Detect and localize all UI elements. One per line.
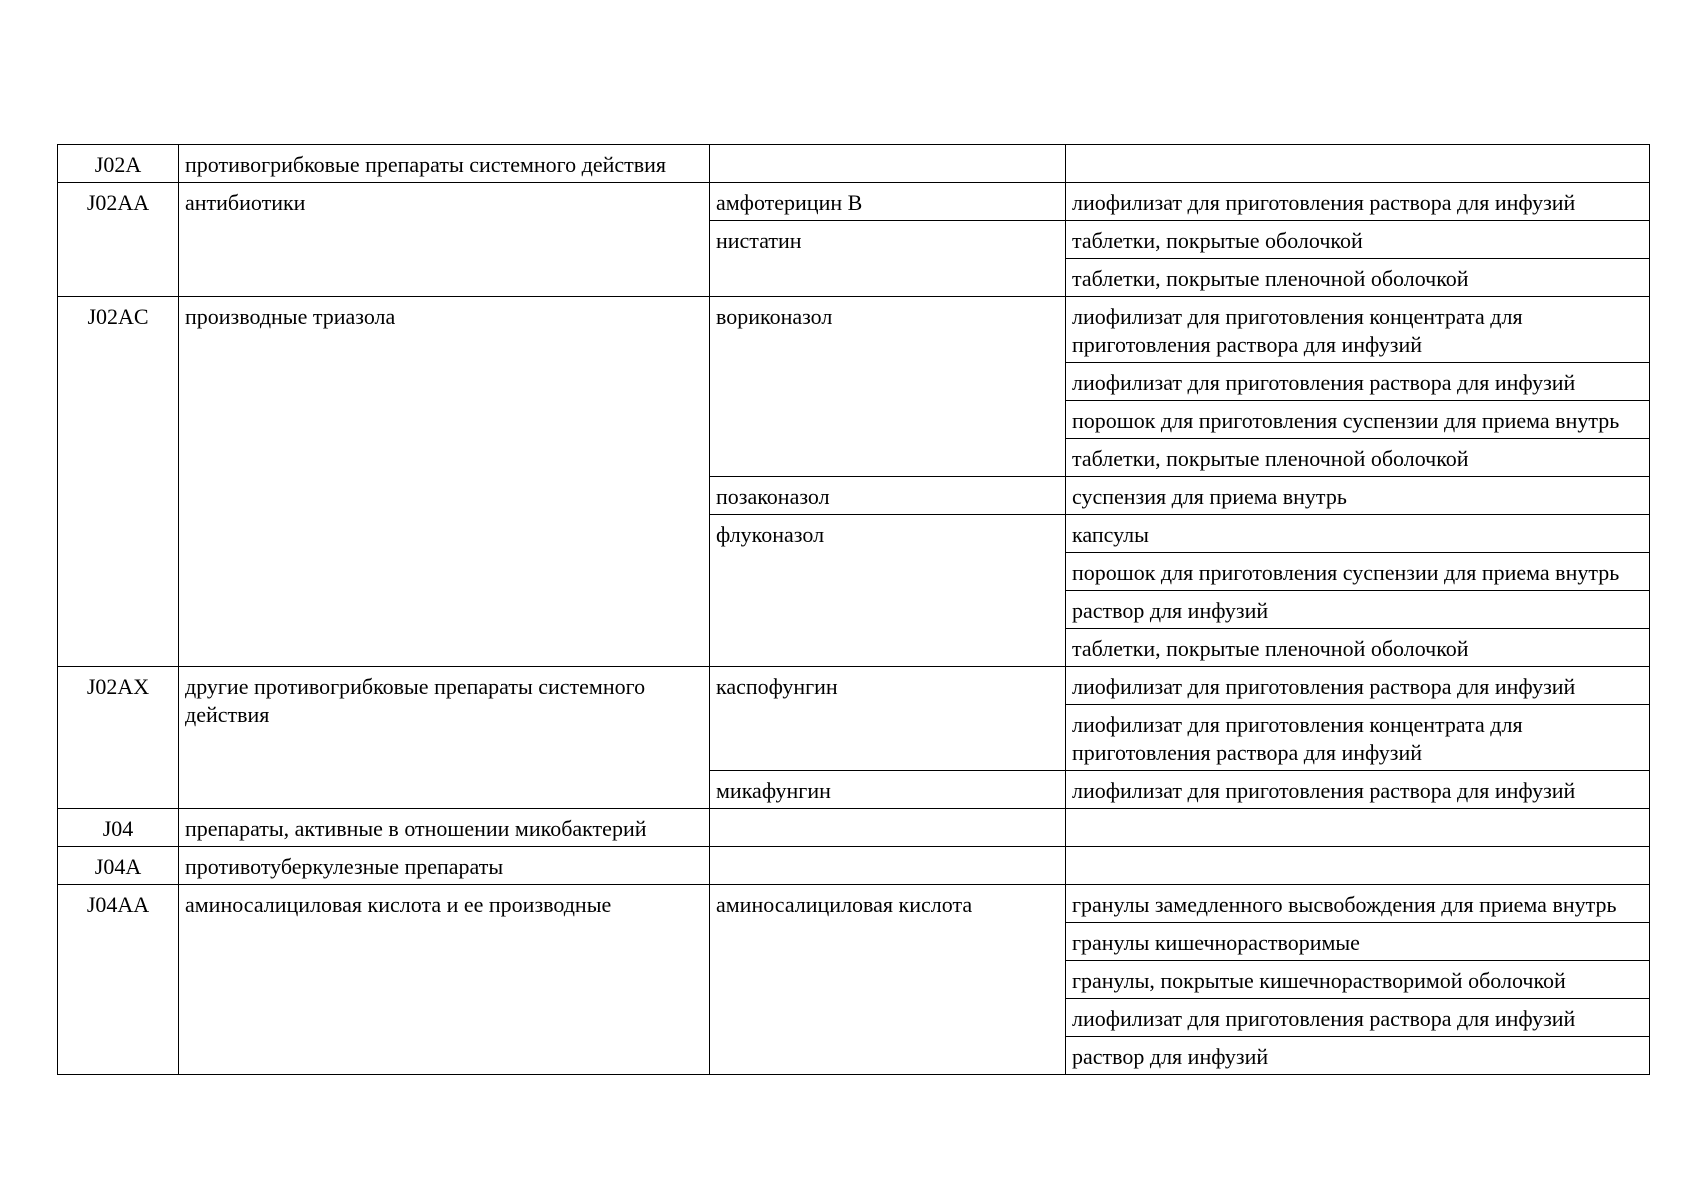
- drug-name-cell: [710, 145, 1066, 183]
- drug-name-cell: позаконазол: [710, 477, 1066, 515]
- drug-name-cell: вориконазол: [710, 297, 1066, 477]
- drug-name-cell: [710, 847, 1066, 885]
- dosage-form-cell: [1066, 145, 1650, 183]
- table-row: [58, 667, 1650, 705]
- dosage-form-cell: лиофилизат для приготовления концентрата для приготовления раствора для инфузий: [1066, 297, 1650, 363]
- drug-name-cell: аминосалициловая кислота: [710, 885, 1066, 1075]
- dosage-form-cell: гранулы кишечнорастворимые: [1066, 923, 1650, 961]
- group-name-cell: производные триазола: [179, 297, 710, 667]
- drug-classification-table: [57, 144, 1650, 1075]
- drug-name-cell: амфотерицин B: [710, 183, 1066, 221]
- drug-name-cell: флуконазол: [710, 515, 1066, 667]
- drug-name-cell: [710, 809, 1066, 847]
- group-name-cell: противогрибковые препараты системного действия: [179, 145, 710, 183]
- table-body: [58, 145, 1650, 1075]
- dosage-form-cell: [1066, 809, 1650, 847]
- dosage-form-cell: лиофилизат для приготовления раствора для инфузий: [1066, 183, 1650, 221]
- table-row: [58, 145, 1650, 183]
- dosage-form-cell: таблетки, покрытые оболочкой: [1066, 221, 1650, 259]
- atc-code-cell: J04: [58, 809, 179, 847]
- drug-name-cell: каспофунгин: [710, 667, 1066, 771]
- dosage-form-cell: лиофилизат для приготовления раствора для инфузий: [1066, 667, 1650, 705]
- table-row: [58, 885, 1650, 923]
- group-name-cell: противотуберкулезные препараты: [179, 847, 710, 885]
- atc-code-cell: J02AX: [58, 667, 179, 809]
- drug-name-cell: микафунгин: [710, 771, 1066, 809]
- atc-code-cell: J02AA: [58, 183, 179, 297]
- table-row: [58, 297, 1650, 363]
- dosage-form-cell: таблетки, покрытые пленочной оболочкой: [1066, 439, 1650, 477]
- dosage-form-cell: раствор для инфузий: [1066, 1037, 1650, 1075]
- group-name-cell: антибиотики: [179, 183, 710, 297]
- dosage-form-cell: таблетки, покрытые пленочной оболочкой: [1066, 259, 1650, 297]
- group-name-cell: аминосалициловая кислота и ее производные: [179, 885, 710, 1075]
- dosage-form-cell: [1066, 847, 1650, 885]
- dosage-form-cell: лиофилизат для приготовления раствора для инфузий: [1066, 363, 1650, 401]
- table-row: [58, 847, 1650, 885]
- atc-code-cell: J04AA: [58, 885, 179, 1075]
- dosage-form-cell: гранулы замедленного высвобождения для приема внутрь: [1066, 885, 1650, 923]
- drug-name-cell: нистатин: [710, 221, 1066, 297]
- dosage-form-cell: раствор для инфузий: [1066, 591, 1650, 629]
- group-name-cell: другие противогрибковые препараты системного действия: [179, 667, 710, 809]
- dosage-form-cell: лиофилизат для приготовления концентрата для приготовления раствора для инфузий: [1066, 705, 1650, 771]
- atc-code-cell: J02A: [58, 145, 179, 183]
- atc-code-cell: J02AC: [58, 297, 179, 667]
- group-name-cell: препараты, активные в отношении микобактерий: [179, 809, 710, 847]
- dosage-form-cell: суспензия для приема внутрь: [1066, 477, 1650, 515]
- dosage-form-cell: капсулы: [1066, 515, 1650, 553]
- dosage-form-cell: порошок для приготовления суспензии для приема внутрь: [1066, 553, 1650, 591]
- dosage-form-cell: порошок для приготовления суспензии для приема внутрь: [1066, 401, 1650, 439]
- dosage-form-cell: таблетки, покрытые пленочной оболочкой: [1066, 629, 1650, 667]
- dosage-form-cell: лиофилизат для приготовления раствора для инфузий: [1066, 771, 1650, 809]
- atc-code-cell: J04A: [58, 847, 179, 885]
- table-row: [58, 809, 1650, 847]
- dosage-form-cell: лиофилизат для приготовления раствора для инфузий: [1066, 999, 1650, 1037]
- dosage-form-cell: гранулы, покрытые кишечнорастворимой оболочкой: [1066, 961, 1650, 999]
- table-row: [58, 183, 1650, 221]
